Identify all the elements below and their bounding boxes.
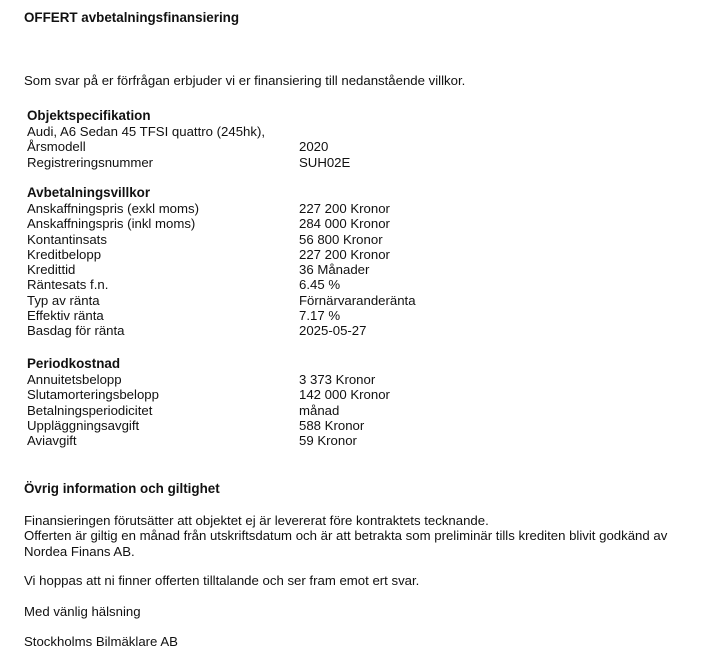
period-cost-row	[27, 372, 627, 387]
terms-label: Typ av ränta	[27, 292, 100, 308]
other-info-line: Offerten är giltig en månad från utskriftsdatum och är att betrakta som preliminär tills krediten blivit godkänd av	[24, 528, 668, 544]
object-spec-section	[27, 108, 627, 170]
terms-label: Räntesats f.n.	[27, 277, 109, 293]
vehicle-name: Audi, A6 Sedan 45 TFSI quattro (245hk),	[27, 124, 266, 139]
terms-row	[27, 293, 627, 308]
terms-heading: Avbetalningsvillkor	[27, 185, 151, 200]
terms-row	[27, 308, 627, 323]
terms-value: 284 000 Kronor	[299, 216, 390, 232]
terms-section	[27, 185, 627, 339]
terms-label: Anskaffningspris (exkl moms)	[27, 201, 199, 216]
period-cost-label: Betalningsperiodicitet	[27, 402, 153, 418]
terms-value: Förnärvaranderänta	[299, 292, 416, 308]
terms-label: Anskaffningspris (inkl moms)	[27, 216, 196, 232]
period-cost-label: Slutamorteringsbelopp	[27, 387, 159, 403]
vehicle-row	[27, 124, 627, 139]
period-cost-row	[27, 403, 627, 418]
terms-value: 7.17 %	[299, 308, 341, 324]
object-spec-heading: Objektspecifikation	[27, 108, 151, 123]
period-cost-label: Aviavgift	[27, 433, 77, 449]
period-cost-row	[27, 418, 627, 433]
period-cost-value: 59 Kronor	[299, 433, 357, 449]
intro-text: Som svar på er förfrågan erbjuder vi er finansiering till nedanstående villkor.	[24, 73, 466, 88]
terms-label: Kreditbelopp	[27, 246, 102, 262]
period-cost-value: 588 Kronor	[299, 417, 365, 433]
spec-label: Registreringsnummer	[27, 154, 154, 170]
spec-row	[27, 139, 627, 154]
signature: Stockholms Bilmäklare AB	[24, 634, 178, 649]
terms-row	[27, 323, 627, 338]
terms-value: 227 200 Kronor	[299, 246, 390, 262]
other-info-line: Nordea Finans AB.	[24, 543, 135, 559]
spec-row	[27, 155, 627, 170]
period-cost-row	[27, 387, 627, 402]
terms-label: Basdag för ränta	[27, 323, 125, 339]
terms-row	[27, 262, 627, 277]
other-info-line: Finansieringen förutsätter att objektet ej är levererat före kontraktets tecknande.	[24, 513, 489, 528]
terms-value: 56 800 Kronor	[299, 231, 383, 247]
terms-row	[27, 247, 627, 262]
period-cost-section	[27, 356, 627, 448]
period-cost-value: 3 373 Kronor	[299, 372, 376, 387]
terms-value: 2025-05-27	[299, 323, 367, 339]
closing-hope: Vi hoppas att ni finner offerten tilltalande och ser fram emot ert svar.	[24, 573, 420, 588]
terms-row	[27, 277, 627, 292]
terms-value: 227 200 Kronor	[299, 201, 390, 216]
terms-row	[27, 216, 627, 231]
terms-label: Kontantinsats	[27, 231, 107, 247]
period-cost-value: månad	[299, 402, 340, 418]
other-info-block	[24, 513, 694, 559]
terms-label: Effektiv ränta	[27, 308, 104, 324]
spec-value: 2020	[299, 139, 329, 155]
terms-row	[27, 201, 627, 216]
period-cost-row	[27, 433, 627, 448]
period-cost-heading: Periodkostnad	[27, 356, 121, 371]
terms-value: 36 Månader	[299, 262, 370, 278]
terms-label: Kredittid	[27, 262, 76, 278]
other-info-heading: Övrig information och giltighet	[24, 481, 220, 496]
terms-row	[27, 232, 627, 247]
spec-value: SUH02E	[299, 154, 351, 170]
terms-value: 6.45 %	[299, 277, 341, 293]
document-title: OFFERT avbetalningsfinansiering	[24, 10, 240, 25]
period-cost-value: 142 000 Kronor	[299, 387, 390, 403]
spec-label: Årsmodell	[27, 139, 86, 155]
period-cost-label: Annuitetsbelopp	[27, 372, 122, 387]
closing-greeting: Med vänlig hälsning	[24, 604, 141, 619]
period-cost-label: Uppläggningsavgift	[27, 417, 140, 433]
